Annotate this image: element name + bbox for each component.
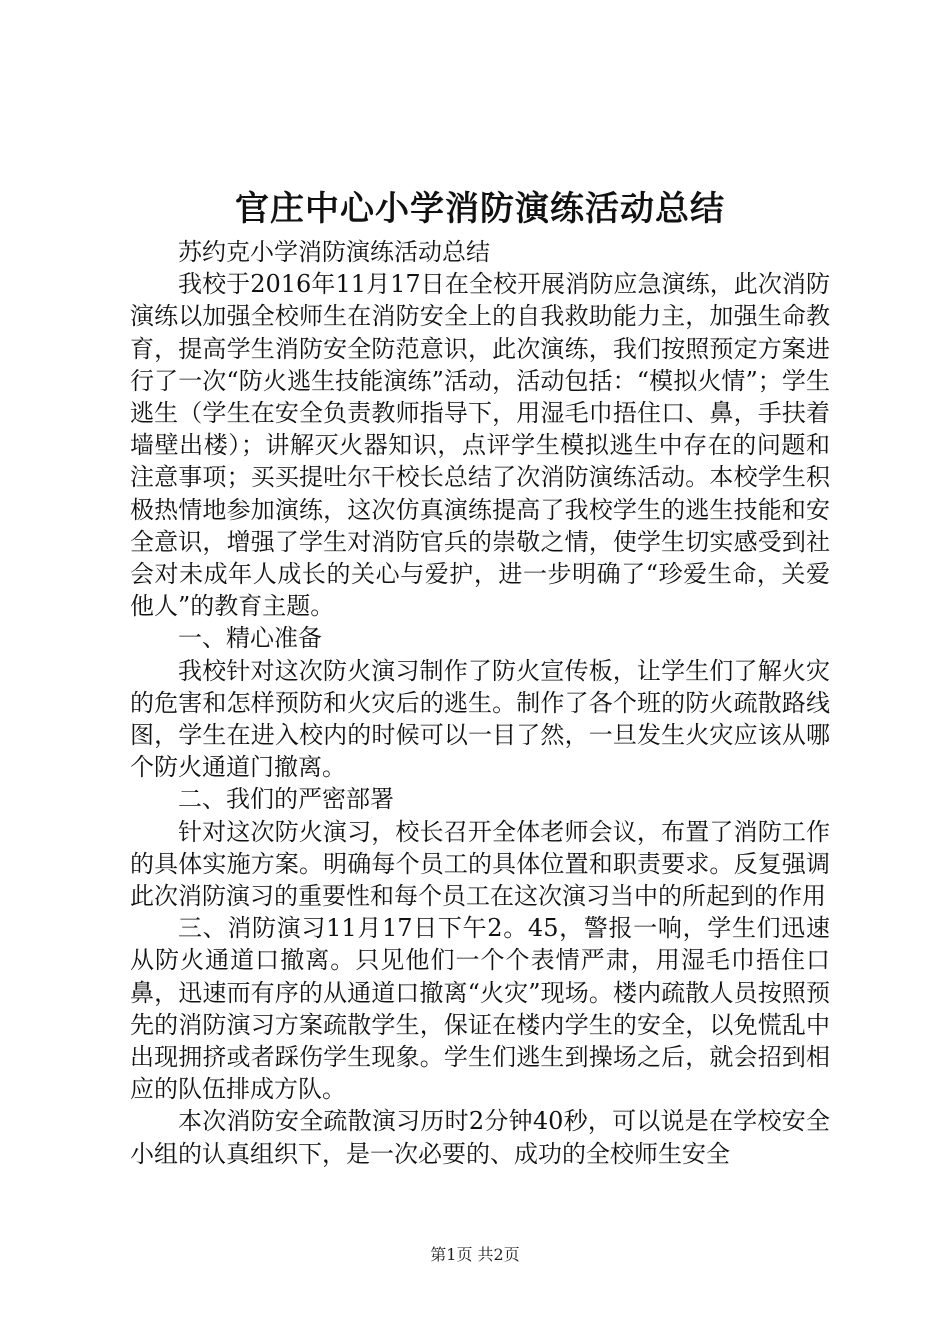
section-heading-preparation: 一、精心准备 <box>178 624 322 653</box>
drill-paragraph: 三、消防演习11月17日下午2。45，警报一响，学生们迅速从防火通道口撤离。只见他们一个个表情严肃，用湿毛巾捂住口鼻，迅速而有序的从通道口撤离“火灾”现场。楼内疏散人员按照预先的消防演习方案疏散学生，保证在楼内学生的安全，以免慌乱中出现拥挤或者踩伤学生现象。学生们逃生到操场之后，就会招到相应的队伍排成方队。 <box>130 914 830 1104</box>
document-title: 官庄中心小学消防演练活动总结 <box>235 189 725 229</box>
deployment-paragraph: 针对这次防火演习，校长召开全体老师会议，布置了消防工作的具体实施方案。明确每个员工的具体位置和职责要求。反复强调此次消防演习的重要性和每个员工在这次演习当中的所起到的作用 <box>130 817 830 911</box>
intro-paragraph: 我校于2016年11月17日在全校开展消防应急演练，此次消防演练以加强全校师生在消防安全上的自我救助能力主，加强生命教育，提高学生消防安全防范意识，此次演练，我们按照预定方案进行了一次“防火逃生技能演练”活动，活动包括：“模拟火情”；学生逃生（学生在安全负责教师指导下，用湿毛巾捂住口、鼻，手扶着墙壁出楼）；讲解灭火器知识，点评学生模拟逃生中存在的问题和注意事项；买买提吐尔干校长总结了次消防演练活动。本校学生积极热情地参加演练，这次仿真演练提高了我校学生的逃生技能和安全意识，增强了学生对消防官兵的崇敬之情，使学生切实感受到社会对未成年人成长的关心与爱护，进一步明确了“珍爱生命，关爱他人”的教育主题。 <box>130 270 830 621</box>
subtitle-paragraph: 苏约克小学消防演练活动总结 <box>178 238 490 266</box>
summary-paragraph: 本次消防安全疏散演习历时2分钟40秒，可以说是在学校安全小组的认真组织下，是一次必要的、成功的全校师生安全 <box>130 1107 830 1168</box>
document-body <box>130 236 830 1170</box>
section-heading-deployment: 二、我们的严密部署 <box>178 785 394 814</box>
page-number: 第1页 共2页 <box>430 1245 520 1264</box>
preparation-paragraph: 我校针对这次防火演习制作了防火宣传板，让学生们了解火灾的危害和怎样预防和火灾后的逃生。制作了各个班的防火疏散路线图，学生在进入校内的时候可以一目了然，一旦发生火灾应该从哪个防火通道门撤离。 <box>130 656 830 782</box>
